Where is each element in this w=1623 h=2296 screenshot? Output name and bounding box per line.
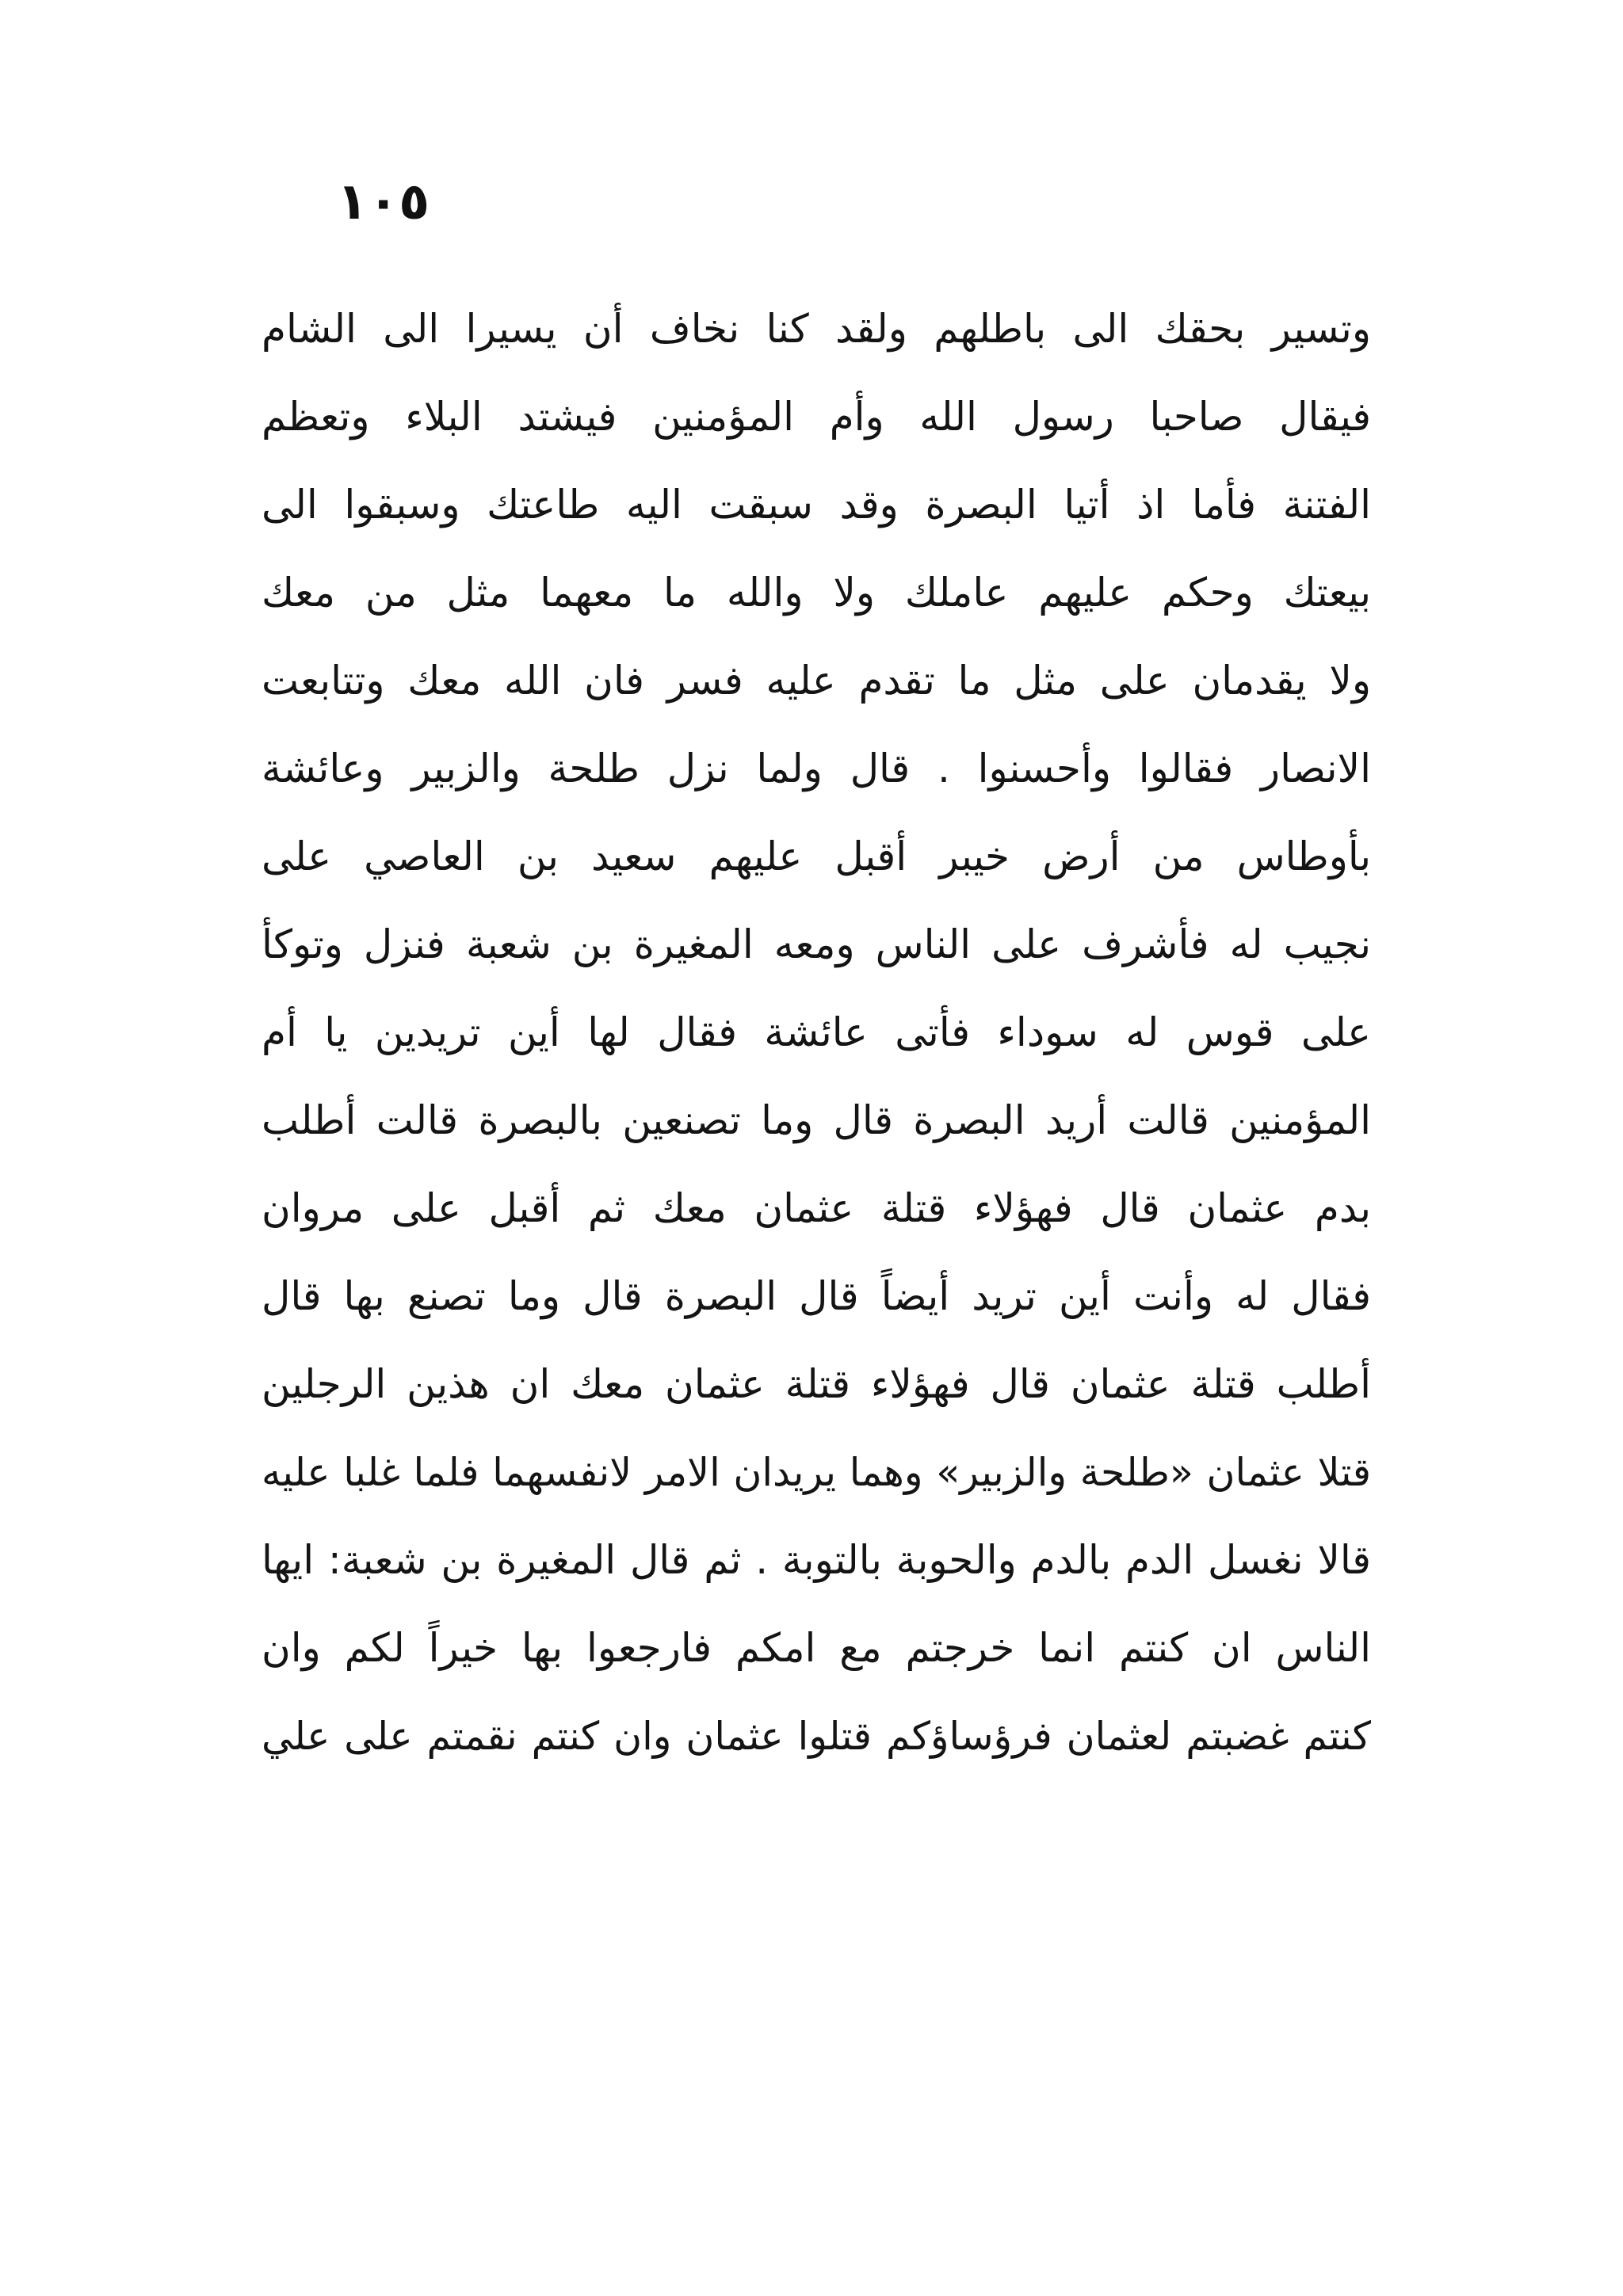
text-line: فقال له وأنت أين تريد أيضاً قال البصرة قال وما تصنع بها قال [262,1273,1371,1319]
text-line: بيعتك وحكم عليهم عاملك ولا والله ما معهما مثل من معك [262,570,1371,616]
text-line: الانصار فقالوا وأحسنوا . قال ولما نزل طلحة والزبير وعائشة [262,746,1371,791]
text-line: المؤمنين قالت أريد البصرة قال وما تصنعين بالبصرة قالت أطلب [262,1097,1371,1143]
text-line: على قوس له سوداء فأتى عائشة فقال لها أين تريدين يا أم [262,1009,1371,1055]
page-number: ١٠٥ [337,173,430,231]
text-line: أطلب قتلة عثمان قال فهؤلاء قتلة عثمان معك ان هذين الرجلين [262,1361,1371,1407]
text-line: قتلا عثمان «طلحة والزبير» وهما يريدان الامر لانفسهما فلما غلبا عليه [262,1450,1371,1495]
body-text [262,285,1371,1780]
text-line: ولا يقدمان على مثل ما تقدم عليه فسر فان الله معك وتتابعت [262,658,1371,704]
text-line: بأوطاس من أرض خيبر أقبل عليهم سعيد بن العاصي على [262,833,1371,879]
text-line: نجيب له فأشرف على الناس ومعه المغيرة بن شعبة فنزل وتوكأ [262,921,1371,967]
text-line: كنتم غضبتم لعثمان فرؤساؤكم قتلوا عثمان وان كنتم نقمتم على علي [262,1714,1371,1759]
text-line: فيقال صاحبا رسول الله وأم المؤمنين فيشتد البلاء وتعظم [262,394,1371,440]
text-line: وتسير بحقك الى باطلهم ولقد كنا نخاف أن يسيرا الى الشام [262,306,1371,352]
text-line: بدم عثمان قال فهؤلاء قتلة عثمان معك ثم أقبل على مروان [262,1185,1371,1231]
text-line: قالا نغسل الدم بالدم والحوبة بالتوبة . ثم قال المغيرة بن شعبة: ايها [262,1537,1371,1583]
text-line: الناس ان كنتم انما خرجتم مع امكم فارجعوا بها خيراً لكم وان [262,1625,1371,1671]
text-line: الفتنة فأما اذ أتيا البصرة وقد سبقت اليه طاعتك وسبقوا الى [262,482,1371,528]
